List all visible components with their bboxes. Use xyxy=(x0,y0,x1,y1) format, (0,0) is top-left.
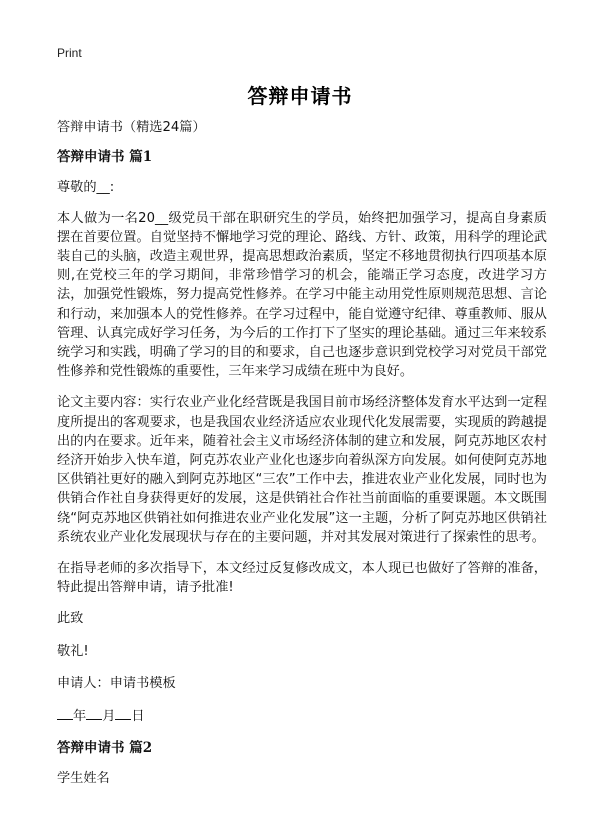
date-month-label: 月 xyxy=(102,709,116,725)
document-subtitle: 答辩申请书（精选24篇） xyxy=(57,120,206,135)
body-paragraph: 在指导老师的多次指导下，本文经过反复修改成文，本人现已也做好了答辩的准备，特此提出答辩申请，请予批准! xyxy=(57,561,547,596)
body-paragraph: 论文主要内容：实行农业产业化经营既是我国目前市场经济整体发育水平达到一定程度所提出的客观要求，也是我国农业经济适应农业现代化发展需要，实现质的跨越提出的内在要求。近年来，随着社会主义市场经济体制的建立和发展，阿克苏地区农村经济开始步入快车道，阿克苏农业产业化也逐步向着纵深方向发展。如何使阿克苏地区供销社更好的融入到阿克苏地区“三农”工作中去，推进农业产业化发展，同时也为供销合作社自身获得更好的发展，这是供销社合作社当前面临的重要课题。本文既围绕“阿克苏地区供销社如何推进农业产业化发展”这一主题，分析了阿克苏地区供销社系统农业产业化发展现状与存在的主要问题，并对其发展对策进行了探索性的思考。 xyxy=(57,395,547,545)
closing-regards: 敬礼! xyxy=(57,643,89,659)
day-blank xyxy=(115,706,131,720)
document-content xyxy=(57,118,547,802)
student-name-line: 学生姓名 xyxy=(57,771,110,787)
closing-salutation: 此致 xyxy=(57,611,84,627)
document-title: 答辩申请书 xyxy=(247,84,353,108)
print-label: Print xyxy=(57,46,82,60)
date-year-label: 年 xyxy=(73,709,87,725)
date-day-label: 日 xyxy=(131,709,145,725)
section-heading-1: 答辩申请书 篇1 xyxy=(57,149,153,166)
month-blank xyxy=(86,706,102,720)
body-paragraph: 本人做为一名20__级党员干部在职研究生的学员，始终把加强学习，提高自身素质摆在首要位置。自觉坚持不懈地学习党的理论、路线、方针、政策，用科学的理论武装自己的头脑，改造主观世界，提高思想政治素质，坚定不移地贯彻执行四项基本原则,在党校三年的学习期间，非常珍惜学习的机会，能端正学习态度，改进学习方法，加强党性锻炼，努力提高党性修养。在学习中能主动用党性原则规范思想、言论和行动，来加强本人的党性修养。在学习过程中，能自觉遵守纪律、尊重教师、服从管理、认真完成好学习任务，为今后的工作打下了坚实的理论基础。通过三年来较系统学习和实践，明确了学习的目的和要求，自己也逐步意识到党校学习对党员干部党性修养和党性锻炼的重要性，三年来学习成绩在班中为良好。 xyxy=(57,210,547,380)
date-line xyxy=(57,706,547,726)
year-blank xyxy=(57,706,73,720)
section-heading-2: 答辩申请书 篇2 xyxy=(57,740,153,757)
applicant-line: 申请人：申请书模板 xyxy=(57,675,176,691)
greeting-line: 尊敬的__: xyxy=(57,180,115,196)
